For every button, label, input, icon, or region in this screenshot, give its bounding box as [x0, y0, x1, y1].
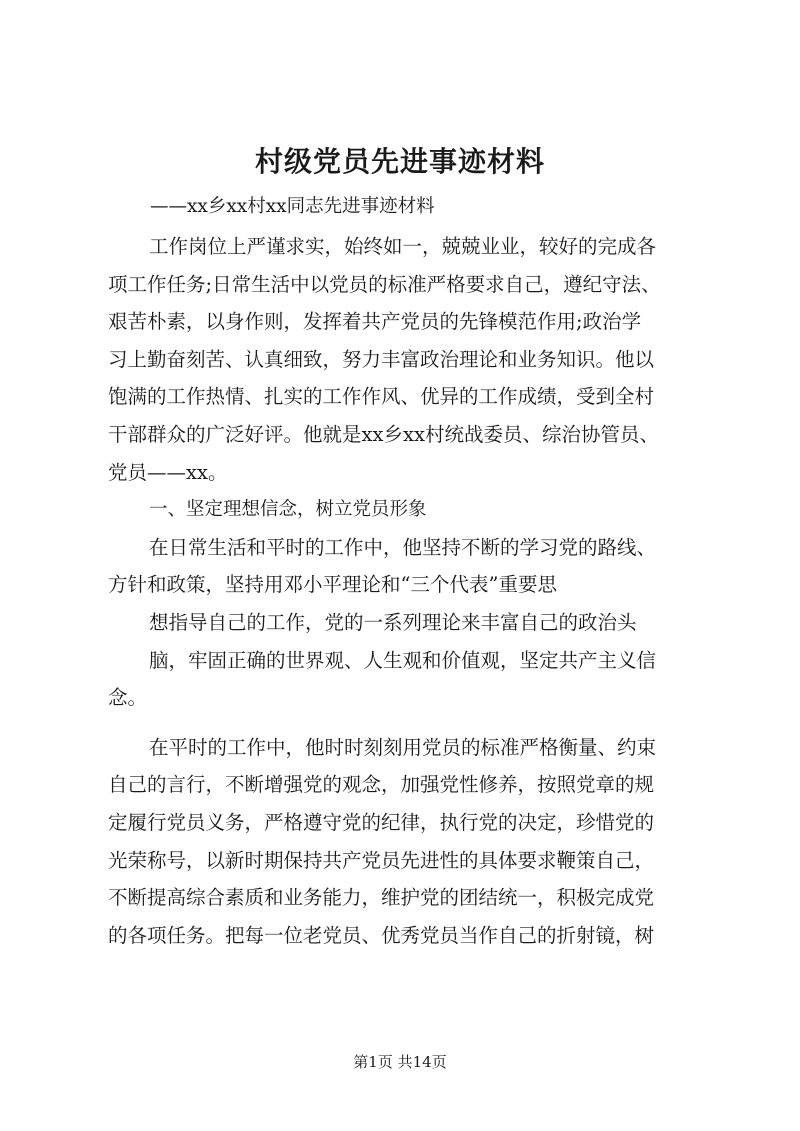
text-line: 在日常生活和平时的工作中，他坚持不断的学习党的路线、	[149, 535, 657, 559]
section-heading	[108, 491, 708, 529]
text-line: 定履行党员义务，严格遵守党的纪律，执行党的决定，珍惜党的	[108, 810, 655, 834]
page-number-footer: 第1页 共14页	[353, 1053, 447, 1071]
section-heading-text: 一、坚定理想信念，树立党员形象	[149, 499, 427, 521]
paragraph-belief	[108, 642, 708, 717]
text-line: 光荣称号，以新时期保持共产党员先进性的具体要求鞭策自己，	[108, 848, 655, 872]
text-line: 项工作任务;日常生活中以党员的标准严格要求自己，遵纪守法、	[108, 272, 661, 296]
text-line: 的各项任务。把每一位老党员、优秀党员当作自己的折射镜，树	[108, 923, 655, 947]
text-line: 念。	[108, 686, 148, 710]
document-body	[108, 228, 708, 954]
paragraph-intro	[108, 228, 708, 491]
paragraph-study	[108, 529, 708, 604]
paragraph-standards	[108, 729, 708, 955]
paragraph-guidance	[108, 604, 708, 642]
paragraph-spacer	[108, 717, 708, 729]
text-line: 艰苦朴素，以身作则，发挥着共产党员的先锋模范作用;政治学	[108, 310, 642, 334]
text-line: 自己的言行，不断增强党的观念，加强党性修养，按照党章的规	[108, 773, 655, 797]
text-line: 方针和政策，坚持用邓小平理论和“三个代表”重要思	[108, 573, 557, 597]
text-line: 党员——xx。	[108, 460, 228, 484]
text-line: 在平时的工作中，他时时刻刻用党员的标准严格衡量、约束	[149, 735, 657, 759]
text-line: 干部群众的广泛好评。他就是xx乡xx村统战委员、综治协管员、	[108, 422, 659, 446]
document-title: 村级党员先进事迹材料	[254, 145, 545, 178]
text-line: 脑，牢固正确的世界观、人生观和价值观，坚定共产主义信	[149, 648, 657, 672]
text-line: 不断提高综合素质和业务能力，维护党的团结统一，积极完成党	[108, 886, 655, 910]
text-line: 习上勤奋刻苦、认真细致，努力丰富政治理论和业务知识。他以	[108, 347, 655, 371]
text-line: 想指导自己的工作，党的一系列理论来丰富自己的政治头	[149, 610, 637, 634]
document-subtitle: ——xx乡xx村xx同志先进事迹材料	[150, 196, 435, 217]
text-line: 饱满的工作热情、扎实的工作作风、优异的工作成绩，受到全村	[108, 385, 655, 409]
text-line: 工作岗位上严谨求实，始终如一，兢兢业业，较好的完成各	[149, 235, 657, 258]
